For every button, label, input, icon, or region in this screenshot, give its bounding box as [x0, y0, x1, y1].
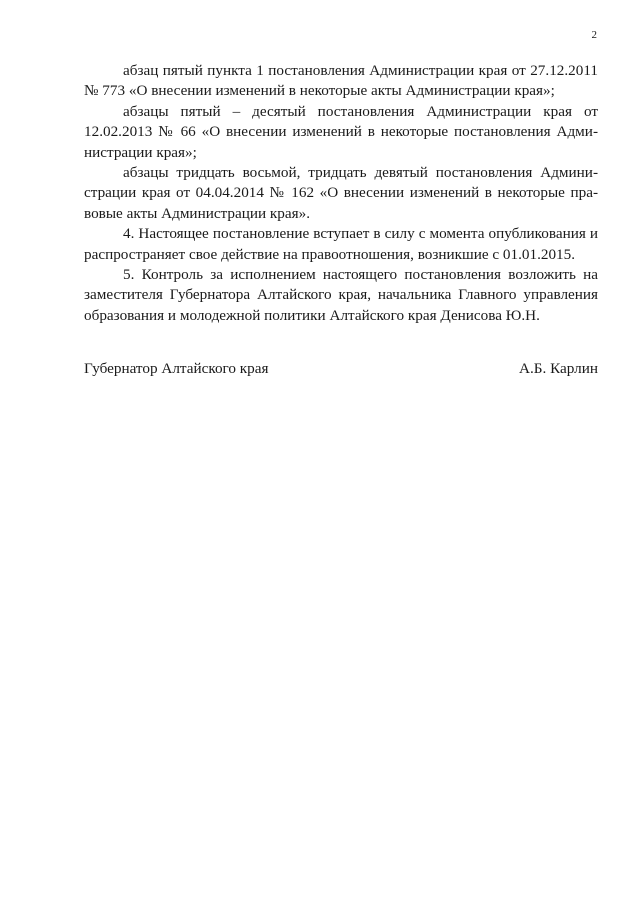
page-number: 2 — [591, 29, 597, 41]
paragraph-repealed-clause-2: абзацы пятый – десятый постановления Администрации края от 12.02.2013 № 66 «О внесении изменений в некоторые постановления Администрации края»; — [84, 102, 598, 161]
paragraph-repealed-clause-3: абзацы тридцать восьмой, тридцать девятый постановления Администрации края от 04.04.2014 № 162 «О внесении изменений в некоторые правовые акты Администрации края». — [84, 164, 598, 222]
paragraph-item-4-effective-date: 4. Настоящее постановление вступает в силу с момента опубликования и распространяет свое действие на правоотношения, возникшие с 01.01.2015. — [84, 225, 598, 263]
signature-block — [84, 359, 598, 379]
document-body — [84, 61, 598, 326]
paragraph-item-5-control: 5. Контроль за исполнением настоящего постановления возложить на заместителя Губернатора Алтайского края, начальника Главного управления образования и молодежной политики Алтайского края Денисова Ю.Н. — [84, 266, 598, 324]
paragraph-repealed-clause-1: абзац пятый пункта 1 постановления Администрации края от 27.12.2011 № 773 «О внесении изменений в некоторые акты Администрации края»; — [84, 62, 598, 100]
signatory-name: А.Б. Карлин — [519, 360, 598, 377]
signatory-position: Губернатор Алтайского края — [84, 360, 269, 377]
